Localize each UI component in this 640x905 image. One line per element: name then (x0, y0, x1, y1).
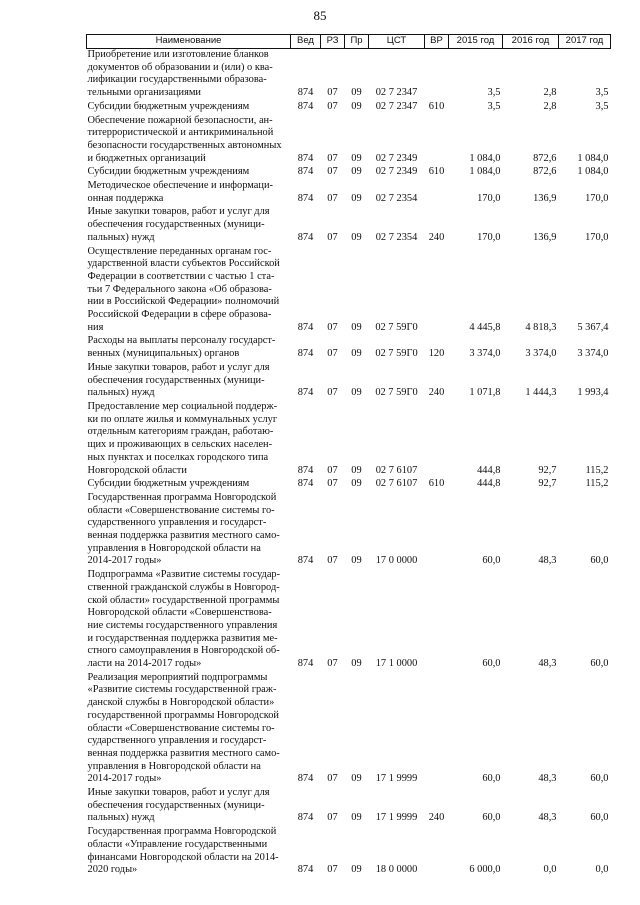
row-pr: 09 (351, 658, 362, 670)
row-vr: 240 (428, 387, 445, 399)
row-2015: 1 071,8 (469, 387, 501, 399)
table-row (87, 569, 611, 672)
row-2016: 4 818,3 (525, 321, 557, 333)
row-2015: 4 445,8 (469, 321, 501, 333)
row-2015: 170,0 (477, 192, 501, 204)
row-2016: 872,6 (533, 152, 557, 164)
row-pr: 09 (351, 348, 362, 360)
row-2016: 2,8 (543, 87, 557, 99)
row-vr (425, 569, 449, 672)
row-pr: 09 (351, 100, 362, 112)
row-ved: 874 (297, 387, 314, 399)
row-name: Государственная программа Новгородской области «Совершенствование системы го- сударственного управления и государст- венная поддержка развития местного само- управления в Новгородской области на 2014-2017 годы» (87, 491, 280, 567)
row-2017: 1 084,0 (577, 152, 609, 164)
row-2015: 3,5 (487, 87, 501, 99)
row-cst: 02 7 6107 (375, 478, 418, 490)
row-ved: 874 (297, 321, 314, 333)
row-2015: 60,0 (482, 658, 501, 670)
row-ved: 874 (297, 478, 314, 490)
table-row (87, 672, 611, 787)
page-number: 85 (313, 8, 327, 23)
table-row (87, 115, 611, 167)
row-pr: 09 (351, 321, 362, 333)
row-ved: 874 (297, 555, 314, 567)
column-header-2017: 2017 год (559, 35, 611, 49)
row-rz: 07 (327, 348, 338, 360)
row-2015: 3 374,0 (469, 348, 501, 360)
row-vr: 610 (428, 100, 445, 112)
row-vr (425, 180, 449, 206)
row-ved: 874 (297, 464, 314, 476)
table-row (87, 492, 611, 569)
row-name: Подпрограмма «Развитие системы государ- ственной гражданской службы в Новгород- ской области» государственной программы Новгородской области «Совершенствова- ние системы государственного управления и государственная поддержка развития ме- стного самоуправления в Новгородской об- ласти на 2014-2017 годы» (87, 569, 281, 670)
row-name: Осуществление переданных органам гос- ударственной власти субъектов Российской Федерации в соответствии с частью 1 ста- тьи 7 Федерального закона «Об образова- нии в Российской Федерации» полномочий Российской Федерации в сфере образова- ния (87, 245, 280, 333)
row-pr: 09 (351, 773, 362, 785)
row-pr: 09 (351, 231, 362, 243)
row-vr: 120 (428, 348, 445, 360)
row-2017: 115,2 (585, 464, 609, 476)
column-header-cst: ЦСТ (369, 35, 425, 49)
column-header-ved: Вед (291, 35, 321, 49)
row-2016: 136,9 (533, 231, 557, 243)
row-2016: 1 444,3 (525, 387, 557, 399)
column-header-pr: Пр (345, 35, 369, 49)
row-ved: 874 (297, 166, 314, 178)
column-header-2016: 2016 год (503, 35, 559, 49)
row-name: Государственная программа Новгородской области «Управление государственными финансами Новгородской области на 2014- 2020 годы» (87, 826, 279, 876)
row-2016: 872,6 (533, 166, 557, 178)
row-ved: 874 (297, 87, 314, 99)
row-name: Расходы на выплаты персоналу государст- венных (муниципальных) органов (87, 335, 276, 360)
row-rz: 07 (327, 100, 338, 112)
row-rz: 07 (327, 478, 338, 490)
row-pr: 09 (351, 152, 362, 164)
row-2017: 3,5 (595, 87, 609, 99)
row-name: Обеспечение пожарной безопасности, ан- титеррористической и антикриминальной безопасности государственных автономных и бюджетных организаций (87, 114, 282, 164)
row-cst: 02 7 2349 (375, 152, 418, 164)
row-vr (425, 49, 449, 101)
row-name: Иные закупки товаров, работ и услуг для обеспечения государственных (муници- пальных) нужд (87, 787, 270, 824)
row-2015: 170,0 (477, 231, 501, 243)
row-2015: 3,5 (487, 100, 501, 112)
row-pr: 09 (351, 387, 362, 399)
row-cst: 02 7 2347 (375, 87, 418, 99)
row-pr: 09 (351, 555, 362, 567)
row-cst: 02 7 59Г0 (375, 387, 418, 399)
row-ved: 874 (297, 812, 314, 824)
row-ved: 874 (297, 348, 314, 360)
row-rz: 07 (327, 555, 338, 567)
row-2015: 1 084,0 (469, 152, 501, 164)
row-ved: 874 (297, 231, 314, 243)
row-2017: 60,0 (590, 555, 609, 567)
column-header-2015: 2015 год (449, 35, 503, 49)
row-rz: 07 (327, 464, 338, 476)
row-vr: 610 (428, 166, 445, 178)
row-pr: 09 (351, 192, 362, 204)
row-rz: 07 (327, 387, 338, 399)
table-header-row (87, 35, 611, 49)
row-rz: 07 (327, 87, 338, 99)
table-row (87, 49, 611, 101)
row-pr: 09 (351, 87, 362, 99)
row-pr: 09 (351, 464, 362, 476)
row-2017: 115,2 (585, 478, 609, 490)
row-2015: 60,0 (482, 555, 501, 567)
table-row (87, 478, 611, 492)
row-ved: 874 (297, 100, 314, 112)
row-2017: 170,0 (585, 192, 609, 204)
row-rz: 07 (327, 152, 338, 164)
column-header-rz: РЗ (321, 35, 345, 49)
row-pr: 09 (351, 478, 362, 490)
row-name: Субсидии бюджетным учреждениям (87, 166, 250, 178)
row-name: Реализация мероприятий подпрограммы «Развитие системы государственной граж- данской службы в Новгородской области» государственной программы Новгородской области «Совершенствование системы го- сударственного управления и государст- венная поддержка развития местного само- управления в Новгородской области на 2014-2017 годы» (87, 671, 280, 785)
row-2016: 92,7 (538, 464, 557, 476)
row-cst: 17 0 0000 (375, 555, 418, 567)
row-2015: 444,8 (477, 464, 501, 476)
row-rz: 07 (327, 864, 338, 876)
row-cst: 17 1 9999 (375, 812, 418, 824)
row-rz: 07 (327, 321, 338, 333)
row-name: Субсидии бюджетным учреждениям (87, 100, 250, 112)
table-row (87, 826, 611, 878)
row-2016: 2,8 (543, 100, 557, 112)
row-pr: 09 (351, 166, 362, 178)
row-2015: 6 000,0 (469, 864, 501, 876)
row-cst: 02 7 2347 (375, 100, 418, 112)
row-2017: 1 993,4 (577, 387, 609, 399)
row-2015: 60,0 (482, 773, 501, 785)
row-vr (425, 492, 449, 569)
row-2017: 60,0 (590, 658, 609, 670)
budget-table (86, 34, 611, 878)
row-2016: 0,0 (543, 864, 557, 876)
table-row (87, 246, 611, 336)
row-2016: 48,3 (538, 812, 557, 824)
table-row (87, 335, 611, 361)
row-vr (425, 115, 449, 167)
row-2016: 48,3 (538, 555, 557, 567)
row-ved: 874 (297, 192, 314, 204)
row-2017: 0,0 (595, 864, 609, 876)
row-2016: 48,3 (538, 773, 557, 785)
table-row (87, 787, 611, 826)
row-cst: 18 0 0000 (375, 864, 418, 876)
row-2017: 170,0 (585, 231, 609, 243)
row-2016: 136,9 (533, 192, 557, 204)
row-cst: 02 7 59Г0 (375, 348, 418, 360)
row-rz: 07 (327, 192, 338, 204)
row-name: Иные закупки товаров, работ и услуг для обеспечения государственных (муници- пальных) нужд (87, 206, 270, 243)
row-vr: 610 (428, 478, 445, 490)
row-cst: 02 7 2354 (375, 231, 418, 243)
row-ved: 874 (297, 658, 314, 670)
row-2016: 3 374,0 (525, 348, 557, 360)
column-header-vr: ВР (425, 35, 449, 49)
row-cst: 02 7 59Г0 (375, 321, 418, 333)
row-cst: 02 7 2349 (375, 166, 418, 178)
row-vr (425, 401, 449, 478)
row-cst: 02 7 6107 (375, 464, 418, 476)
row-ved: 874 (297, 773, 314, 785)
table-row (87, 166, 611, 180)
row-vr: 240 (428, 812, 445, 824)
row-2016: 92,7 (538, 478, 557, 490)
row-ved: 874 (297, 864, 314, 876)
table-row (87, 362, 611, 401)
row-2017: 1 084,0 (577, 166, 609, 178)
row-rz: 07 (327, 658, 338, 670)
row-vr (425, 246, 449, 336)
row-2017: 3,5 (595, 100, 609, 112)
table-row (87, 180, 611, 206)
row-rz: 07 (327, 812, 338, 824)
row-2016: 48,3 (538, 658, 557, 670)
row-pr: 09 (351, 864, 362, 876)
row-2015: 1 084,0 (469, 166, 501, 178)
row-2015: 60,0 (482, 812, 501, 824)
row-name: Предоставление мер социальной поддерж- ки по оплате жилья и коммунальных услуг отдельным категориям граждан, работаю- щих и проживающих в сельских населен- ных пунктах и поселках городского типа Новгородской области (87, 400, 278, 476)
row-pr: 09 (351, 812, 362, 824)
row-ved: 874 (297, 152, 314, 164)
row-name: Субсидии бюджетным учреждениям (87, 478, 250, 490)
row-rz: 07 (327, 231, 338, 243)
row-2017: 5 367,4 (577, 321, 609, 333)
table-row (87, 401, 611, 478)
row-2017: 60,0 (590, 812, 609, 824)
row-vr (425, 826, 449, 878)
row-2017: 60,0 (590, 773, 609, 785)
row-vr: 240 (428, 231, 445, 243)
row-cst: 02 7 2354 (375, 192, 418, 204)
table-row (87, 206, 611, 245)
row-rz: 07 (327, 773, 338, 785)
row-name: Иные закупки товаров, работ и услуг для обеспечения государственных (муници- пальных) нужд (87, 361, 270, 399)
row-2017: 3 374,0 (577, 348, 609, 360)
row-2015: 444,8 (477, 478, 501, 490)
row-cst: 17 1 0000 (375, 658, 418, 670)
row-vr (425, 672, 449, 787)
column-header-name: Наименование (87, 35, 291, 49)
row-name: Методическое обеспечение и информаци- онная поддержка (87, 180, 273, 204)
table-row (87, 101, 611, 115)
row-cst: 17 1 9999 (375, 773, 418, 785)
row-rz: 07 (327, 166, 338, 178)
row-name: Приобретение или изготовление бланков документов об образовании и (или) о ква- лификации государственными образова- тельными организациями (87, 49, 273, 99)
